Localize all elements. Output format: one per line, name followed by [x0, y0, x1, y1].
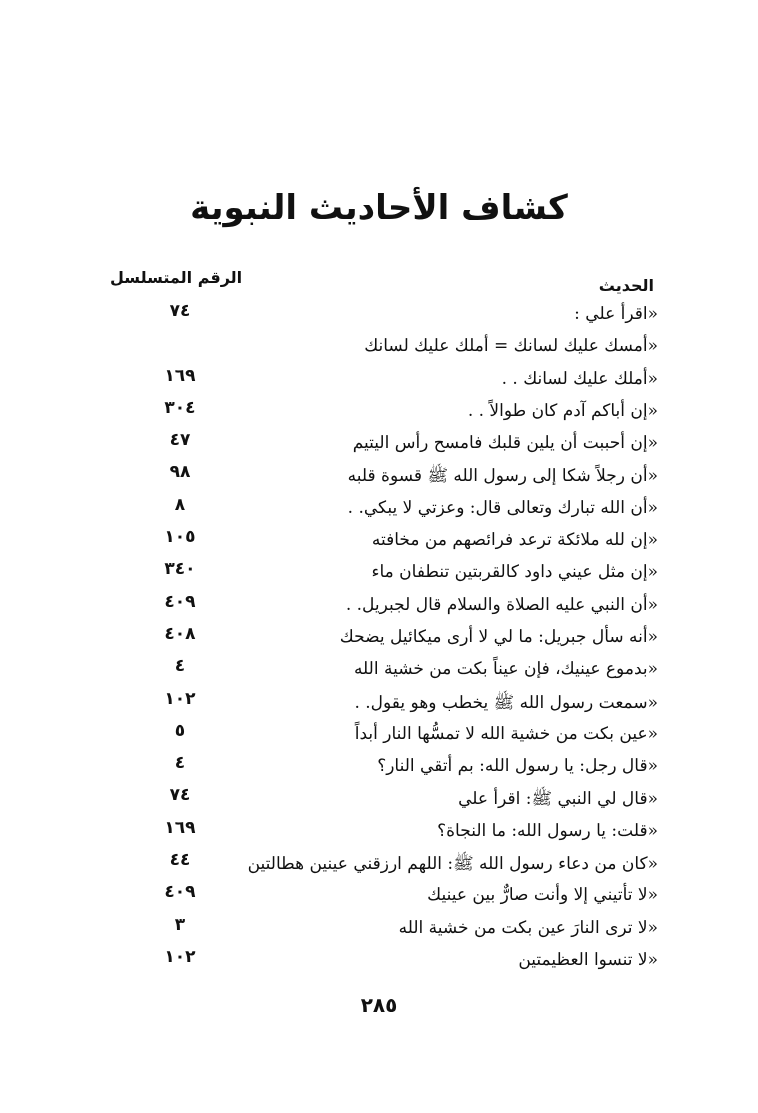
hadith-text: «سمعت رسول الله ﷺ يخطب وهو يقول. . — [354, 692, 658, 713]
serial-number: ٥ — [174, 720, 186, 741]
hadith-text: «قال لي النبي ﷺ: اقرأ علي — [458, 789, 658, 810]
serial-number: ١٦٩ — [164, 365, 196, 386]
hadith-text: «أمسك عليك لسانك = أملك عليك لسانك — [364, 336, 658, 357]
serial-number: ٣٤٠ — [164, 559, 196, 580]
serial-number: ١٠٥ — [164, 527, 196, 548]
table-row — [110, 784, 658, 816]
hadith-text: «لا تنسوا العظيمتين — [518, 949, 658, 970]
hadith-text: «إن أباكم آدم كان طوالاً . . — [467, 400, 658, 421]
page-title: كشاف الأحاديث النبوية — [190, 187, 568, 228]
hadith-text: «قلت: يا رسول الله: ما النجاة؟ — [437, 820, 658, 841]
serial-number: ٤ — [174, 656, 186, 677]
hadith-text: «أملك عليك لسانك . . — [501, 368, 658, 389]
serial-number: ٣ — [174, 914, 186, 935]
hadith-text: «أن رجلاً شكا إلى رسول الله ﷺ قسوة قلبه — [347, 466, 658, 487]
serial-number: ٤٧ — [169, 430, 191, 451]
hadith-text: «بدموع عينيك، فإن عيناً بكت من خشية الله — [353, 659, 658, 680]
hadith-text: «كان من دعاء رسول الله ﷺ: اللهم ارزقني عينين هطالتين — [247, 854, 658, 875]
hadith-text: «قال رجل: يا رسول الله: بم أتقي النار؟ — [377, 756, 658, 777]
table-row — [110, 688, 658, 720]
hadith-column-header: الحديث — [598, 276, 654, 295]
serial-number: ٧٤ — [169, 301, 191, 321]
table-row — [110, 881, 658, 913]
serial-column-header: الرقم المتسلسل — [110, 268, 243, 287]
table-row — [110, 526, 658, 558]
table-row — [110, 558, 658, 590]
hadith-text: «لا ترى النارَ عين بكت من خشية الله — [398, 917, 658, 938]
table-row — [110, 752, 658, 784]
table-row — [110, 817, 658, 849]
serial-number: ٤ — [174, 753, 186, 774]
table-row — [110, 365, 658, 397]
table-row — [110, 429, 658, 461]
table-row — [110, 946, 658, 978]
table-row — [110, 397, 658, 429]
table-row — [110, 849, 658, 881]
serial-number: ٣٠٤ — [164, 397, 196, 418]
hadith-text: «اقرأ علي : — [574, 304, 658, 324]
serial-number: ١٦٩ — [164, 817, 196, 838]
hadith-text: «إن لله ملائكة ترعد فرائصهم من مخافته — [371, 530, 658, 551]
table-header — [110, 270, 658, 296]
serial-number: ٧٤ — [169, 785, 191, 806]
serial-number: ٤٠٩ — [164, 591, 196, 612]
hadith-index-list — [110, 300, 658, 978]
hadith-text: «إن أحببت أن يلين قلبك فامسح رأس اليتيم — [352, 433, 658, 454]
hadith-text: «أنه سأل جبريل: ما لي لا أرى ميكائيل يضحك — [339, 626, 658, 647]
table-row — [110, 623, 658, 655]
hadith-text: «أن الله تبارك وتعالى قال: وعزتي لا يبكي. . — [347, 497, 658, 518]
table-row — [110, 914, 658, 946]
serial-number: ١٠٢ — [164, 688, 196, 709]
table-row — [110, 300, 658, 332]
serial-number: ٨ — [174, 494, 186, 515]
hadith-text: «لا تأتيني إلا وأنت صارٌّ بين عينيك — [427, 885, 658, 906]
serial-number: ٤٠٩ — [164, 882, 196, 903]
serial-number: ٤٤ — [169, 850, 191, 871]
hadith-text: «عين بكت من خشية الله لا تمسُّها النار أبداً — [354, 723, 658, 744]
table-row — [110, 720, 658, 752]
table-row — [110, 461, 658, 493]
serial-number: ٤٠٨ — [164, 623, 196, 644]
table-row — [110, 494, 658, 526]
serial-number: ١٠٢ — [164, 946, 196, 967]
page-number: ٢٨٥ — [360, 993, 398, 1017]
table-row — [110, 591, 658, 623]
table-row — [110, 655, 658, 687]
hadith-text: «أن النبي عليه الصلاة والسلام قال لجبريل. . — [345, 594, 658, 615]
hadith-text: «إن مثل عيني داود كالقربتين تنطفان ماء — [371, 562, 658, 583]
serial-number: ٩٨ — [169, 462, 191, 483]
table-row — [110, 332, 658, 364]
